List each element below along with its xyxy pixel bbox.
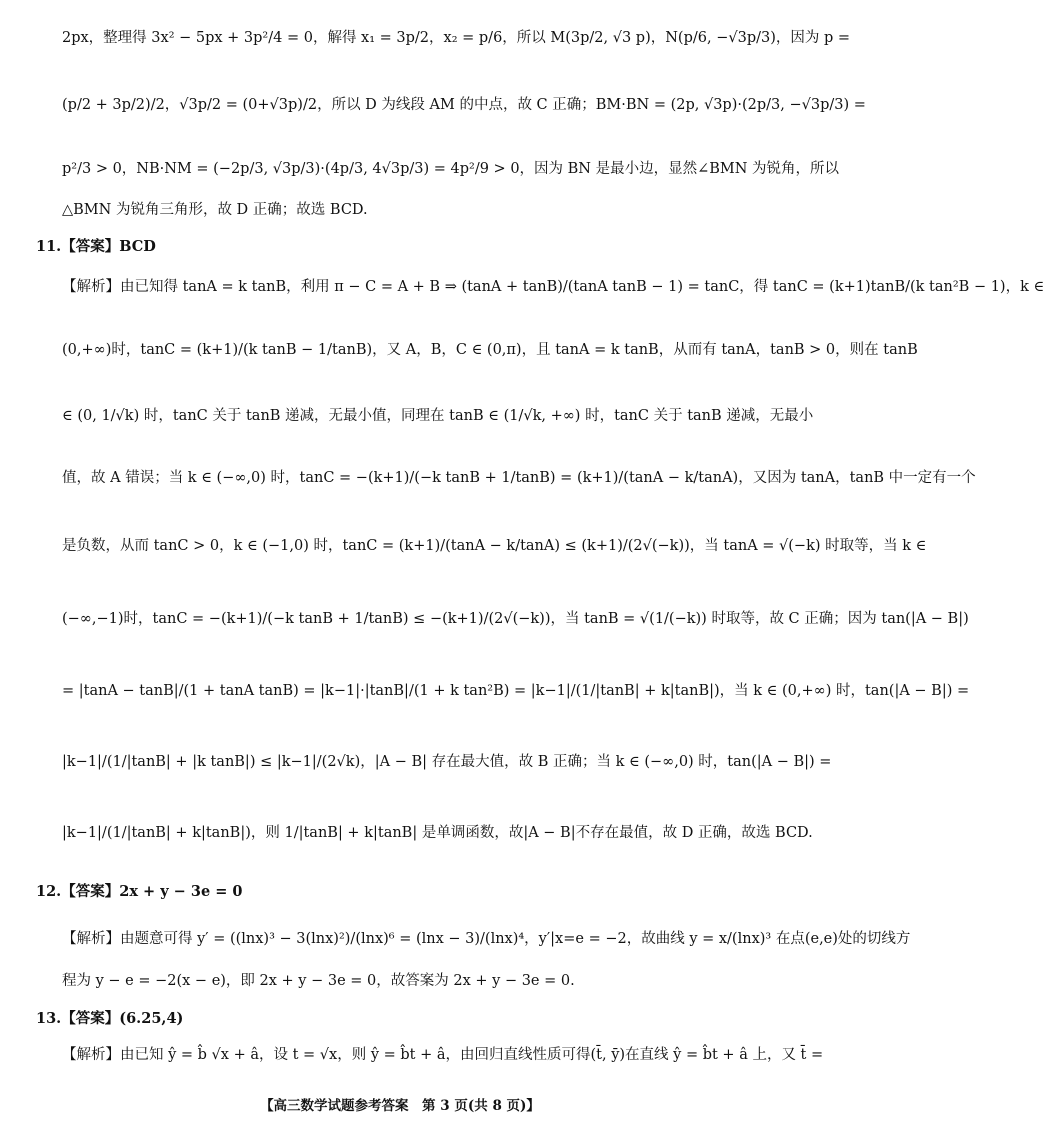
text-line: |k−1|/(1/|tanB| + |k tanB|) ≤ |k−1|/(2√k)，|A − B| 存在最大值，故 B 正确；当 k ∈ (−∞,0) 时，tan(|A − B|) = — [62, 754, 832, 770]
text-line: = |tanA − tanB|/(1 + tanA tanB) = |k−1|·|tanB|/(1 + k tan²B) = |k−1|/(1/|tanB| + k|tanB|)，当 k ∈ (0,+∞) 时，tan(|A − B|) = — [62, 683, 970, 699]
text-line: △BMN 为锐角三角形，故 D 正确；故选 BCD. — [62, 202, 368, 218]
text-line: 【解析】由已知得 tanA = k tanB，利用 π − C = A + B ⇒ (tanA + tanB)/(tanA tanB − 1) = tanC，得 tanC = (k+1)tanB/(k tan²B − 1)，k ∈ — [62, 279, 1044, 295]
text-line: (−∞,−1)时，tanC = −(k+1)/(−k tanB + 1/tanB) ≤ −(k+1)/(2√(−k))，当 tanB = √(1/(−k)) 时取等，故 C 正确；因为 tan(|A − B|) — [62, 611, 969, 627]
answer-heading-13: 13.【答案】(6.25,4) — [36, 1010, 184, 1027]
text-line: p²/3 > 0，NB·NM = (−2p/3, √3p/3)·(4p/3, 4√3p/3) = 4p²/9 > 0，因为 BN 是最小边，显然∠BMN 为锐角，所以 — [62, 161, 840, 177]
text-line: (p/2 + 3p/2)/2，√3p/2 = (0+√3p)/2，所以 D 为线段 AM 的中点，故 C 正确；BM·BN = (2p, √3p)·(2p/3, −√3p/3) = — [62, 97, 866, 113]
text-line: 【解析】由题意可得 y′ = ((lnx)³ − 3(lnx)²)/(lnx)⁶ = (lnx − 3)/(lnx)⁴，y′|x=e = −2，故曲线 y = x/(lnx)³ 在点(e,e)处的切线方 — [62, 931, 911, 947]
text-line: 值，故 A 错误；当 k ∈ (−∞,0) 时，tanC = −(k+1)/(−k tanB + 1/tanB) = (k+1)/(tanA − k/tanA)，又因为 tanA，tanB 中一定有一个 — [62, 470, 976, 486]
text-line: (0,+∞)时，tanC = (k+1)/(k tanB − 1/tanB)，又 A，B，C ∈ (0,π)，且 tanA = k tanB，从而有 tanA，tanB > 0，则在 tanB — [62, 342, 918, 358]
text-line: |k−1|/(1/|tanB| + k|tanB|)，则 1/|tanB| + k|tanB| 是单调函数，故|A − B|不存在最值，故 D 正确，故选 BCD. — [62, 825, 813, 841]
text-line: 2px，整理得 3x² − 5px + 3p²/4 = 0，解得 x₁ = 3p/2，x₂ = p/6，所以 M(3p/2, √3 p)，N(p/6, −√3p/3)，因为 p = — [62, 30, 851, 46]
page-footer: 【高三数学试题参考答案 第 3 页(共 8 页)】 — [260, 1098, 540, 1114]
answer-heading-11: 11.【答案】BCD — [36, 238, 156, 255]
text-line: 是负数，从而 tanC > 0，k ∈ (−1,0) 时，tanC = (k+1)/(tanA − k/tanA) ≤ (k+1)/(2√(−k))，当 tanA = √(−k) 时取等，当 k ∈ — [62, 538, 927, 554]
text-line: ∈ (0, 1/√k) 时，tanC 关于 tanB 递减，无最小值，同理在 tanB ∈ (1/√k, +∞) 时，tanC 关于 tanB 递减，无最小 — [62, 408, 814, 424]
text-line: 【解析】由已知 ŷ = b̂ √x + â，设 t = √x，则 ŷ = b̂t + â，由回归直线性质可得(t̄, ȳ)在直线 ŷ = b̂t + â 上，又 t̄ = — [62, 1047, 824, 1063]
text-line: 程为 y − e = −2(x − e)，即 2x + y − 3e = 0，故答案为 2x + y − 3e = 0. — [62, 973, 575, 989]
answer-heading-12: 12.【答案】2x + y − 3e = 0 — [36, 883, 243, 900]
